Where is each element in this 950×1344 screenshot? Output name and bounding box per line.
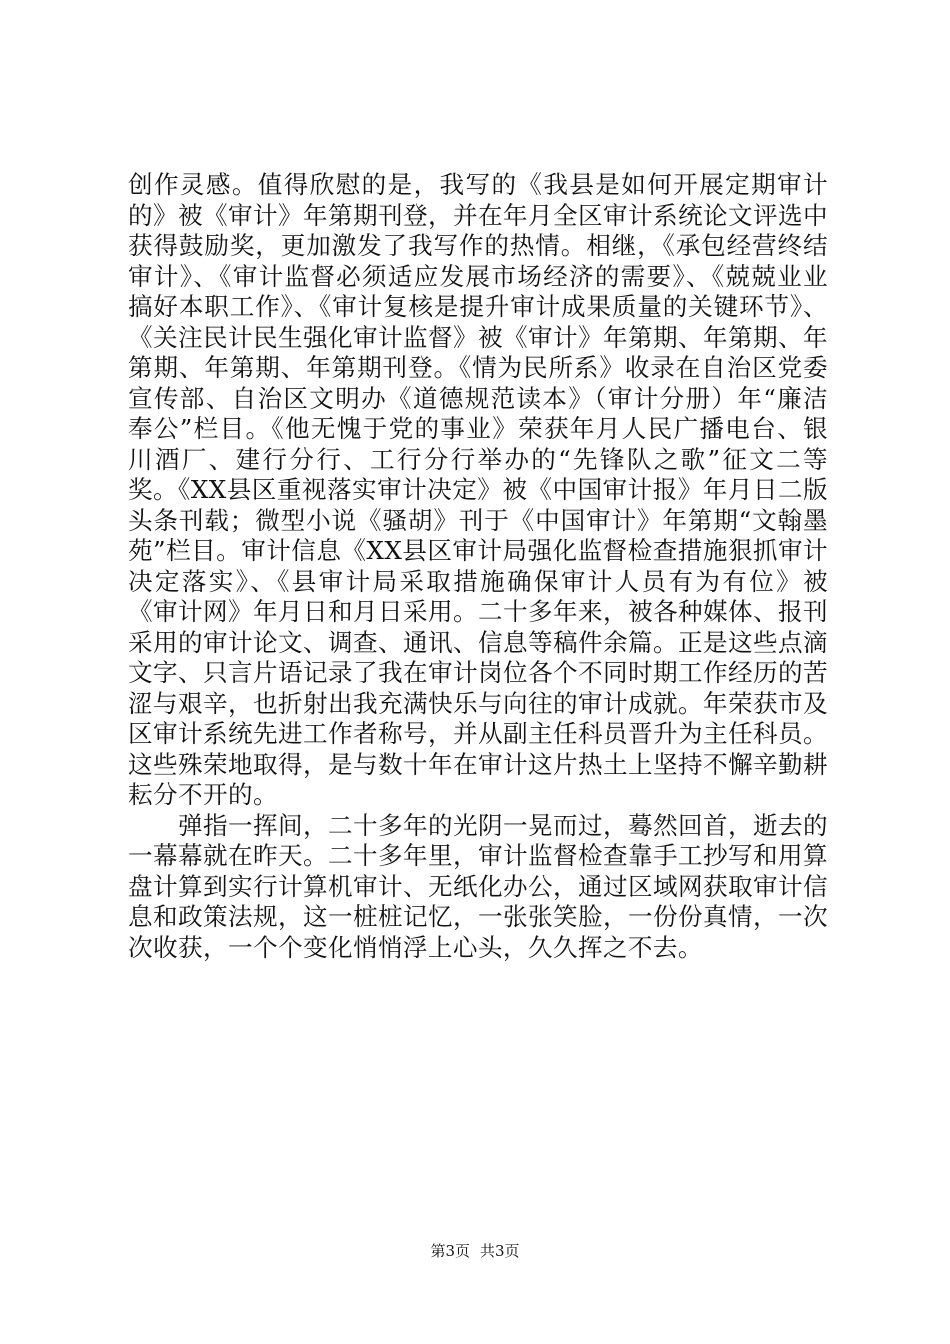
page-footer bbox=[0, 1241, 950, 1261]
paragraph-2: 弹指一挥间，二十多年的光阴一晃而过，蓦然回首，逝去的一幕幕就在昨天。二十多年里，审计监督检查靠手工抄写和用算盘计算到实行计算机审计、无纸化办公，通过区域网获取审计信息和政策法规，这一桩桩记忆，一张张笑脸，一份份真情，一次次收获，一个个变化悄悄浮上心头，久久挥之不去。 bbox=[128, 810, 828, 962]
page-number: 第3页 bbox=[430, 1242, 470, 1260]
body-text bbox=[128, 170, 828, 963]
paragraph-1: 创作灵感。值得欣慰的是，我写的《我县是如何开展定期审计的》被《审计》年第期刊登，并在年月全区审计系统论文评选中获得鼓励奖，更加激发了我写作的热情。相继，《承包经营终结审计》、《审计监督必须适应发展市场经济的需要》、《兢兢业业搞好本职工作》、《审计复核是提升审计成果质量的关键环节》、《关注民计民生强化审计监督》被《审计》年第期、年第期、年第期、年第期、年第期刊登。《情为民所系》收录在自治区党委宣传部、自治区文明办《道德规范读本》（审计分册）年“廉洁奉公”栏目。《他无愧于党的事业》荣获年月人民广播电台、银川酒厂、建行分行、工行分行举办的“先锋队之歌”征文二等奖。《XX县区重视落实审计决定》被《中国审计报》年月日二版头条刊载；微型小说《骚胡》刊于《中国审计》年第期“文翰墨苑”栏目。审计信息《XX县区审计局强化监督检查措施狠抓审计决定落实》、《县审计局采取措施确保审计人员有为有位》被《审计网》年月日和月日采用。二十多年来，被各种媒体、报刊采用的审计论文、调查、通讯、信息等稿件余篇。正是这些点滴文字、只言片语记录了我在审计岗位各个不同时期工作经历的苦涩与艰辛，也折射出我充满快乐与向往的审计成就。年荣获市及区审计系统先进工作者称号，并从副主任科员晋升为主任科员。这些殊荣地取得，是与数十年在审计这片热土上坚持不懈辛勤耕耘分不开的。 bbox=[128, 170, 828, 809]
page-total: 共3页 bbox=[480, 1242, 520, 1260]
